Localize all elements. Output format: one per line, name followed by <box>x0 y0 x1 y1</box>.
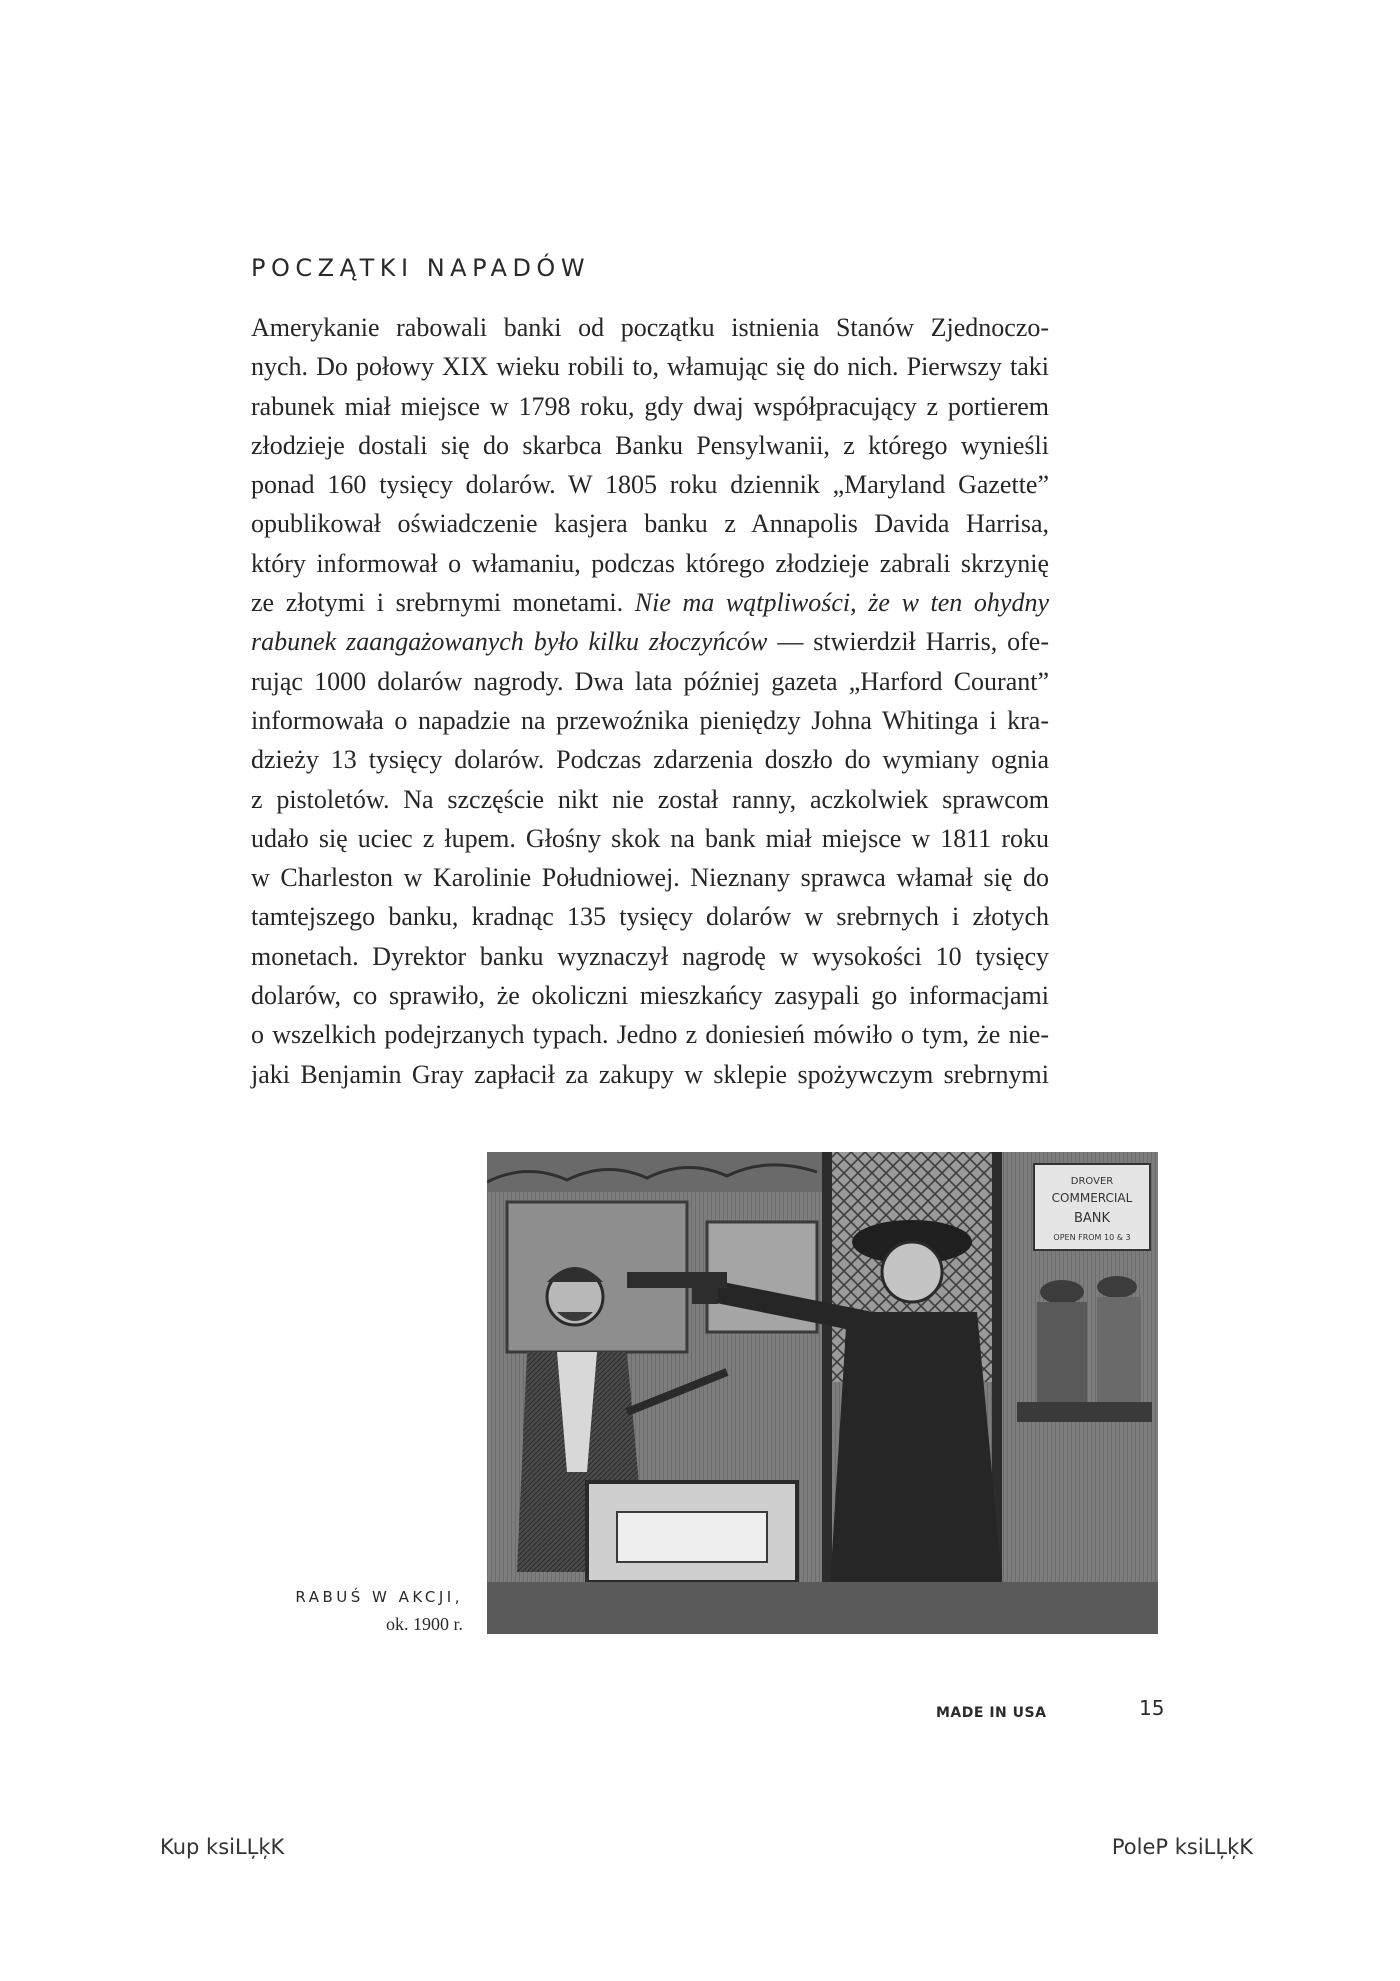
text-line: złodzieje dostali się do skarbca Banku Pensylwanii, z którego wynieśli <box>251 430 1049 460</box>
sign-line: OPEN FROM 10 & 3 <box>1053 1233 1131 1242</box>
sign-line: COMMERCIAL <box>1051 1191 1133 1205</box>
section-title: POCZĄTKI NAPADÓW <box>251 254 591 282</box>
text-line: dolarów, co sprawiło, że okoliczni mieszkańcy zasypali go informacjami <box>251 981 1049 1011</box>
text-line: rabunek miał miejsce w 1798 roku, gdy dwaj współpracujący z portierem <box>251 391 1049 421</box>
sign-line: BANK <box>1073 1211 1111 1226</box>
text-line: monetach. Dyrektor banku wyznaczył nagrodę w wysokości 10 tysięcy <box>251 941 1049 971</box>
text-line: nych. Do połowy XIX wieku robili to, włamując się do nich. Pierwszy taki <box>251 352 1049 382</box>
text-line: Amerykanie rabowali banki od początku istnienia Stanów Zjednoczo- <box>251 313 1049 342</box>
running-foot: MADE IN USA <box>936 1705 1047 1721</box>
text-line: jaki Benjamin Gray zapłacił za zakupy w sklepie spożywczym srebrnymi <box>251 1059 1049 1089</box>
text-fragment: — stwierdził Harris, ofe- <box>777 627 1050 657</box>
text-line: ponad 160 tysięcy dolarów. W 1805 roku dziennik „Maryland Gazette” <box>251 470 1049 500</box>
text-line: informowała o napadzie na przewoźnika pieniędzy Johna Whitinga i kra- <box>251 705 1049 735</box>
page-number: 15 <box>1139 1696 1165 1720</box>
text-line <box>251 622 1049 661</box>
text-line <box>251 583 1049 622</box>
engraving-illustration <box>487 1152 1158 1634</box>
text-line: o wszelkich podejrzanych typach. Jedno z doniesień mówiło o tym, że nie- <box>251 1020 1049 1050</box>
caption-title: RABUŚ W AKCJI, <box>295 1588 463 1606</box>
text-fragment: ze złotymi i srebrnymi monetami. <box>251 588 624 618</box>
text-line: dzieży 13 tysięcy dolarów. Podczas zdarzenia doszło do wymiany ognia <box>251 745 1049 775</box>
body-paragraph <box>251 308 1049 1094</box>
text-line: z pistoletów. Na szczęście nikt nie został ranny, aczkolwiek sprawcom <box>251 784 1049 814</box>
italic-quote: Nie ma wątpliwości, że w ten ohydny <box>634 588 1050 618</box>
text-line: który informował o włamaniu, podczas którego złodzieje zabrali skrzynię <box>251 548 1049 578</box>
sign-line: DROVER <box>1070 1176 1114 1187</box>
text-line: opublikował oświadczenie kasjera banku z Annapolis Davida Harrisa, <box>251 509 1049 539</box>
italic-quote: rabunek zaangażowanych było kilku złoczyńców <box>251 627 768 657</box>
caption-date: ok. 1900 r. <box>385 1614 463 1634</box>
text-line: tamtejszego banku, kradnąc 135 tysięcy dolarów w srebrnych i złotych <box>251 902 1049 932</box>
buy-book-link[interactable]: Kup ksiLĻķK <box>160 1835 285 1859</box>
recommend-book-link[interactable]: PoleP ksiLĻķK <box>1111 1835 1253 1859</box>
bank-robbery-engraving <box>487 1152 1158 1634</box>
text-line: udało się uciec z łupem. Głośny skok na bank miał miejsce w 1811 roku <box>251 823 1049 853</box>
text-line: w Charleston w Karolinie Południowej. Nieznany sprawca włamał się do <box>251 863 1049 893</box>
text-line: rując 1000 dolarów nagrody. Dwa lata później gazeta „Harford Courant” <box>251 666 1049 696</box>
